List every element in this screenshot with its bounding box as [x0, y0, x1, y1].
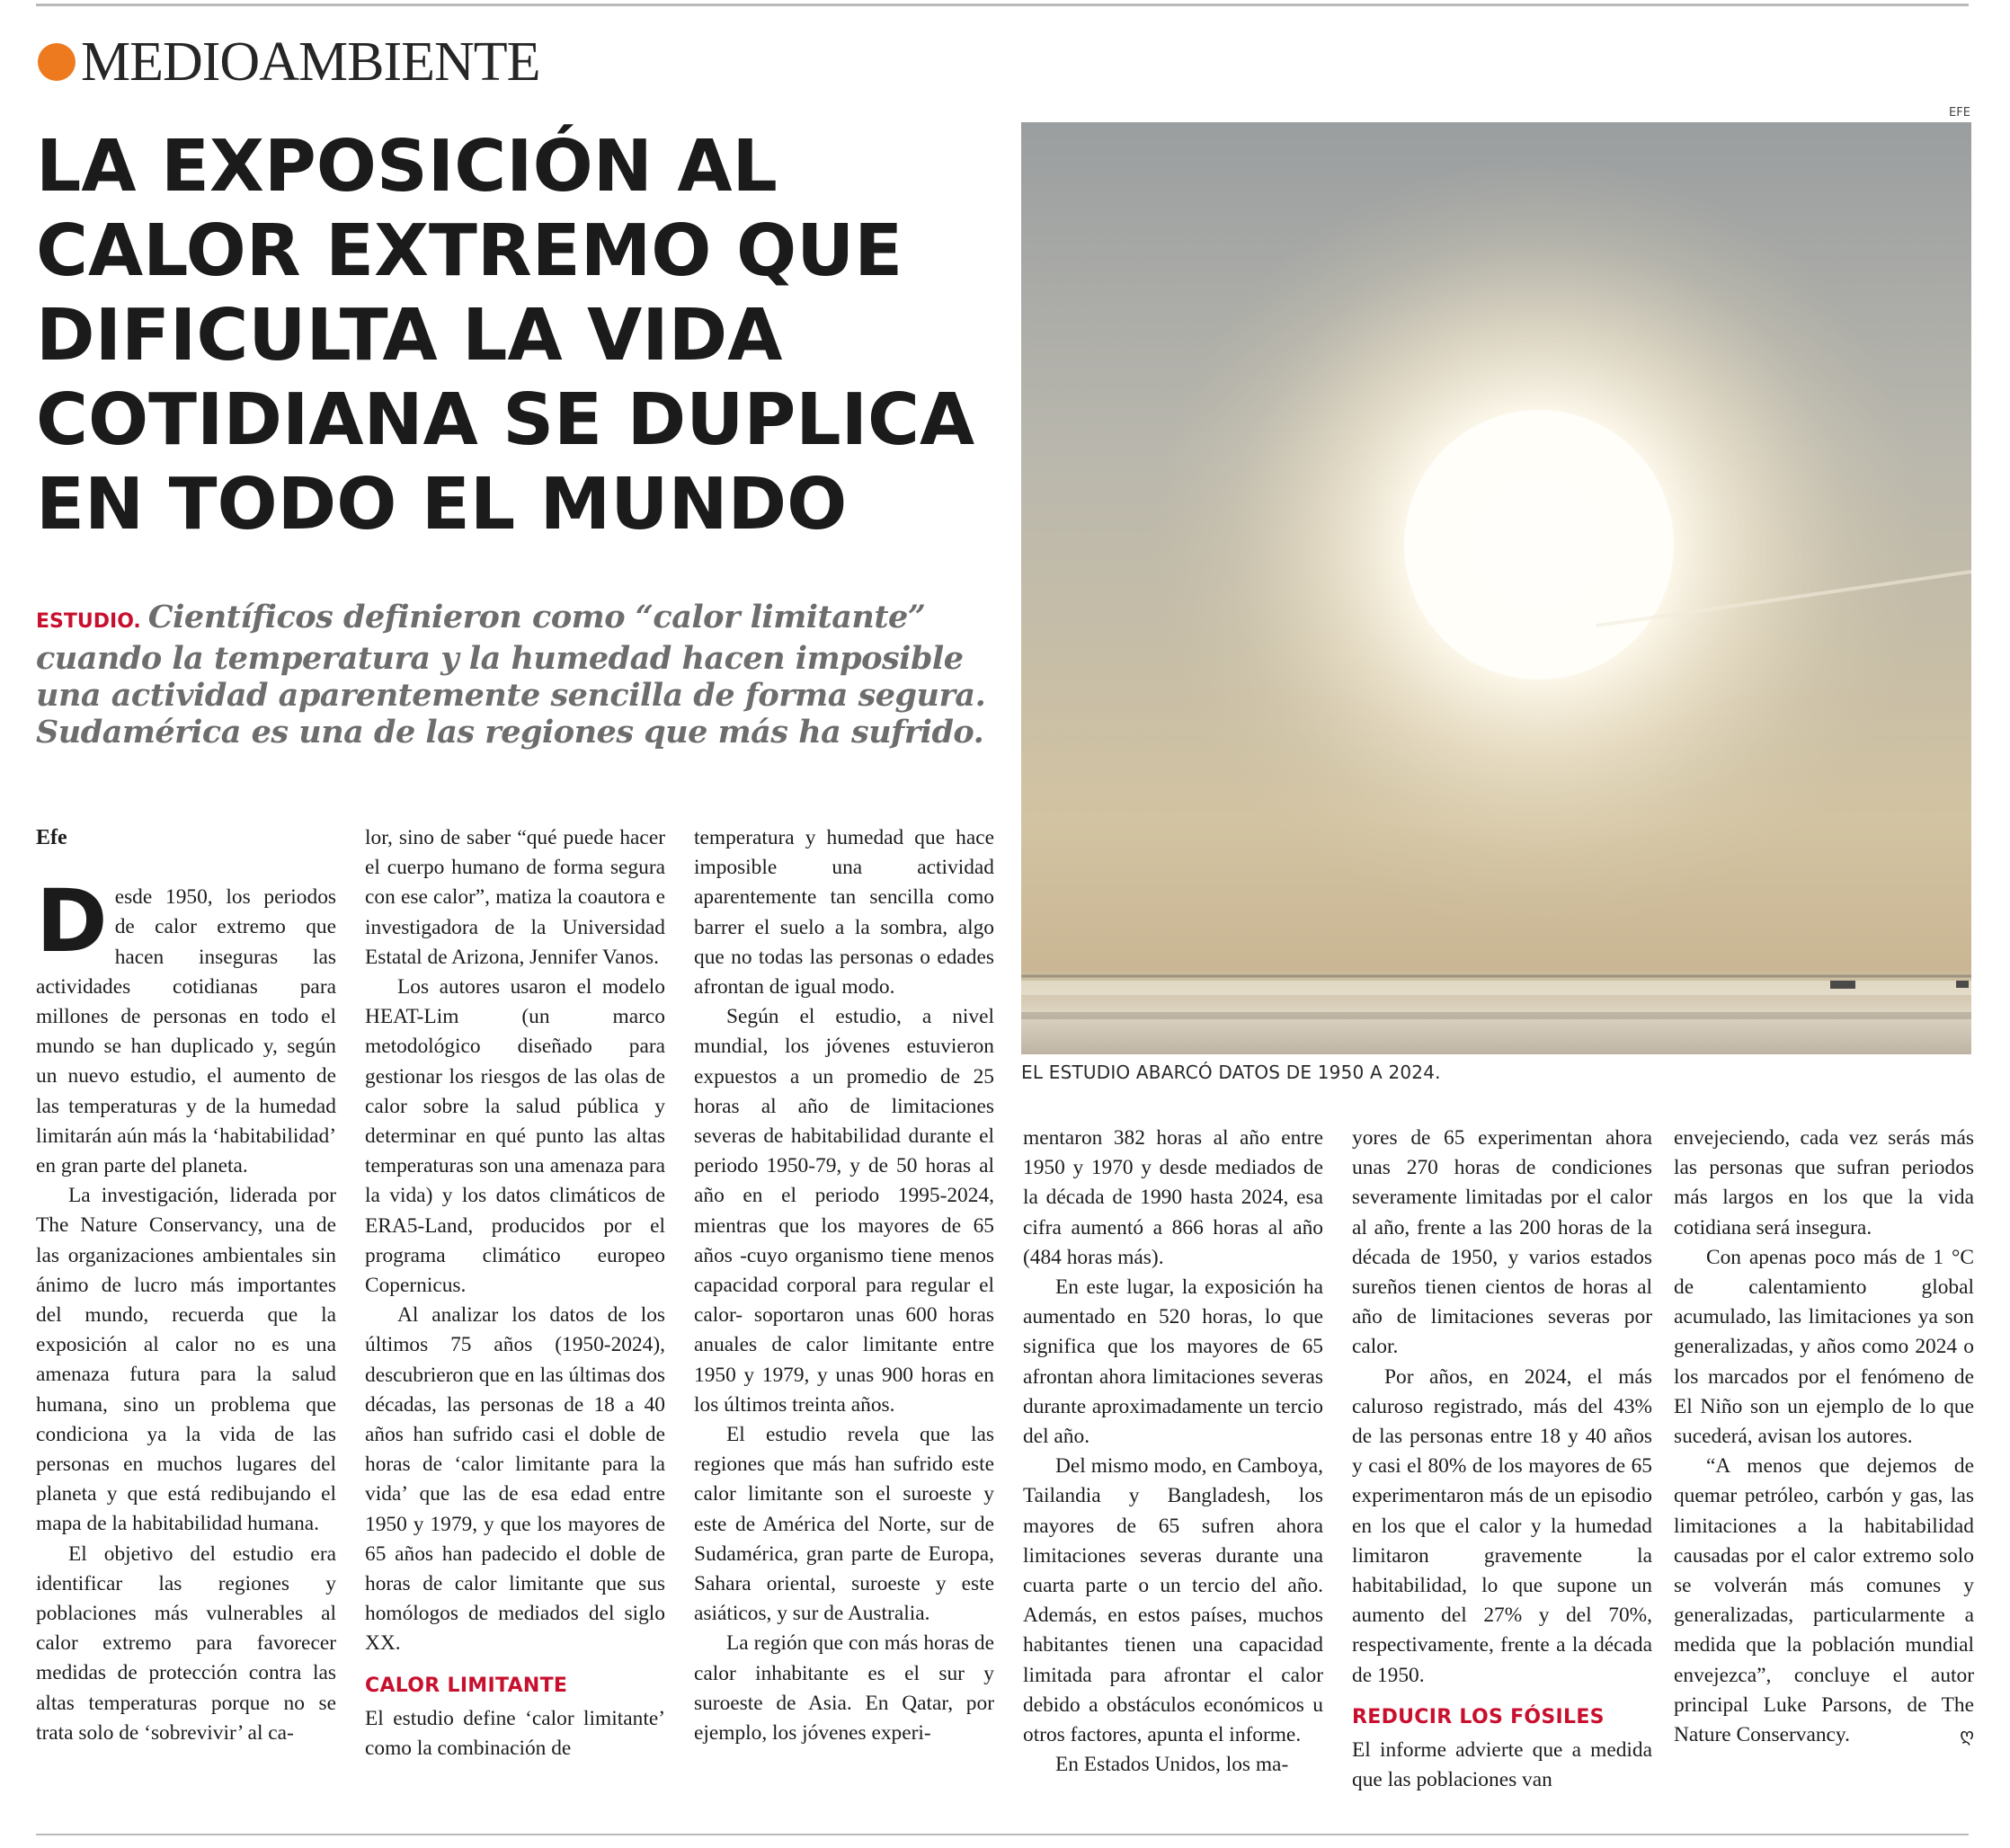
paragraph: El estudio revela que las regiones que más han sufrido este calor limitante son el suroeste y este de América del Norte, sur de Sudamérica, gran parte de Europa, Sahara oriental, suroeste y este asiáticos, y sur de Australia. — [694, 1423, 994, 1626]
salt-flat — [1021, 981, 1971, 995]
lead-paragraph — [36, 871, 336, 1181]
subhead-reducir-fosiles: REDUCIR LOS FÓSILES — [1352, 1705, 1605, 1728]
closing-quote: “A menos que dejemos de quemar petróleo, carbón y gas, las limitaciones a la habitabilidad causadas por el calor extremo solo se volverán más comunes y generalizadas, particularmente a medida que la población mundial envejezca”, concluye el autor principal Luke Parsons, de The Nature Conservancy. — [1674, 1454, 1974, 1747]
subhead-calor-limitante: CALOR LIMITANTE — [365, 1674, 568, 1697]
bottom-rule — [36, 1834, 1969, 1835]
paragraph: La región que con más horas de calor inhabitante es el sur y suroeste de Asia. En Qatar, por ejemplo, los jóvenes experi- — [694, 1631, 994, 1746]
paragraph: mentaron 382 horas al año entre 1950 y 1970 y desde mediados de la década de 1990 hasta 2024, esa cifra aumentó a 866 horas al año (484 horas más). — [1023, 1126, 1323, 1269]
paragraph: yores de 65 experimentan ahora unas 270 horas de condiciones severamente limitadas por el calor al año, frente a las 200 horas de la década de 1950, y varios estados sureños tienen cientos de horas al año de limitaciones severas por calor. — [1352, 1126, 1652, 1359]
paragraph: Al analizar los datos de los últimos 75 años (1950-2024), descubrieron que en las últimas dos décadas, las personas de 18 a 40 años han sufrido casi el doble de horas de ‘calor limitante para la vida’ que las de esa edad entre 1950 y 1979, y que los mayores de 65 años han padecido el doble de horas de calor limitante que sus homólogos de mediados del siglo XX. — [365, 1303, 665, 1656]
vehicle — [1830, 981, 1855, 989]
article-column-4 — [1023, 1124, 1323, 1780]
ground-shadow — [1021, 1012, 1971, 1019]
paragraph: Según el estudio, a nivel mundial, los jóvenes estuvieron expuestos a un promedio de 25 horas al año de limitaciones severas de habitabilidad durante el periodo 1950-79, y de 50 horas al año en el periodo 1995-2024, mientras que los mayores de 65 años -cuyo organismo tiene menos capacidad corporal para regular el calor- soportaron unas 600 horas anuales de calor limitante entre 1950 y 1979, y unas 900 horas en los últimos treinta años. — [694, 1005, 994, 1417]
paragraph: En este lugar, la exposición ha aumentado en 520 horas, lo que significa que los mayores de 65 afrontan ahora limitaciones severas durante aproximadamente un tercio del año. — [1023, 1275, 1323, 1449]
paragraph: esde 1950, los periodos de calor extremo que hacen inseguras las actividades cotidianas para millones de personas en todo el mundo se han duplicado y, según un nuevo estudio, el aumento de las temperaturas y de la humedad limitarán aún más la ‘habitabilidad’ en gran parte del planeta. — [36, 885, 336, 1178]
paragraph: En Estados Unidos, los ma- — [1055, 1753, 1289, 1777]
article-column-2 — [365, 823, 665, 1764]
paragraph: Los autores usaron el modelo HEAT-Lim (un marco metodológico diseñado para gestionar los riesgos de las olas de calor sobre la salud pública y determinar en qué punto las altas temperaturas son una amenaza para la vida) y los datos climáticos de ERA5-Land, producidos por el programa climático europeo Copernicus. — [365, 975, 665, 1298]
photo-caption: EL ESTUDIO ABARCÓ DATOS DE 1950 A 2024. — [1021, 1062, 1441, 1083]
section-label: MEDIOAMBIENTE — [81, 31, 540, 93]
paragraph: temperatura y humedad que hace imposible una actividad aparentemente tan sencilla como barrer el suelo a la sombra, algo que no todas las personas o edades afrontan de igual modo. — [694, 826, 994, 1000]
vehicle-2 — [1956, 981, 1969, 988]
article-column-1 — [36, 823, 336, 1748]
paragraph: El estudio define ‘calor limitante’ como la combinación de — [365, 1706, 665, 1760]
article-column-3 — [694, 823, 994, 1748]
sun-photo — [1021, 122, 1971, 1054]
headline: LA EXPOSICIÓN AL CALOR EXTREMO QUE DIFICULTA LA VIDA COTIDIANA SE DUPLICA EN TODO EL MUNDO — [36, 125, 975, 546]
deck-text: Científicos definieron como “calor limitante” cuando la temperatura y la humedad hacen imposible una actividad aparentemente sencilla de forma segura. Sudamérica es una de las regiones que más ha sufrido. — [36, 599, 986, 751]
paragraph: Con apenas poco más de 1 °C de calentamiento global acumulado, las limitaciones ya son generalizadas, y años como 2024 o los marcados por el fenómeno de El Niño son un ejemplo de lo que sucederá, avisan los autores. — [1674, 1245, 1974, 1449]
paragraph: envejeciendo, cada vez serás más las personas que sufran periodos más largos en los que la vida cotidiana será insegura. — [1674, 1126, 1974, 1239]
dropcap: D — [36, 871, 108, 973]
paragraph: La investigación, liderada por The Nature Conservancy, una de las organizaciones ambientales sin ánimo de lucro más importantes del mundo, recuerda que la exposición al calor no es una amenaza futura para la salud humana, sino un problema que condiciona ya la vida de las personas en muchos lugares del planeta y que está redibujando el mapa de la habitabilidad humana. — [36, 1184, 336, 1536]
paragraph: El informe advierte que a medida que las poblaciones van — [1352, 1737, 1652, 1792]
paragraph: Por años, en 2024, el más caluroso registrado, más del 43% de las personas entre 18 y 40 años y casi el 80% de los mayores de 65 experimentaron más de un episodio en los que el calor y la humedad limitaron gravemente la habitabilidad, lo que supone un aumento del 27% y del 70%, respectivamente, frente a la década de 1950. — [1352, 1364, 1652, 1687]
top-rule — [36, 4, 1969, 6]
article-column-6 — [1674, 1124, 1974, 1750]
article-column-5 — [1352, 1124, 1652, 1795]
end-mark: ღ — [1960, 1724, 1974, 1746]
section-header — [38, 31, 540, 93]
paragraph — [1674, 1452, 1974, 1750]
photo-credit: EFE — [1949, 106, 1970, 120]
paragraph: Del mismo modo, en Camboya, Tailandia y Bangladesh, los mayores de 65 sufren ahora limitaciones severas durante una cuarta parte o un tercio del año. Además, en estos países, muchos habitantes tienen una capacidad limitada para afrontar el calor debido a obstáculos económicos u otros factores, apunta el informe. — [1023, 1454, 1323, 1747]
section-dot — [38, 43, 76, 81]
paragraph: El objetivo del estudio era identificar las regiones y poblaciones más vulnerables al calor extremo para favorecer medidas de protección contra las altas temperaturas porque no se trata solo de ‘sobrevivir’ al ca- — [36, 1541, 336, 1745]
sun-disc — [1404, 410, 1674, 680]
paragraph: lor, sino de saber “qué puede hacer el cuerpo humano de forma segura con ese calor”, matiza la coautora e investigadora de la Universidad Estatal de Arizona, Jennifer Vanos. — [365, 826, 665, 969]
deck — [36, 599, 1007, 751]
byline: Efe — [36, 826, 67, 849]
deck-tag: ESTUDIO. — [36, 610, 141, 633]
